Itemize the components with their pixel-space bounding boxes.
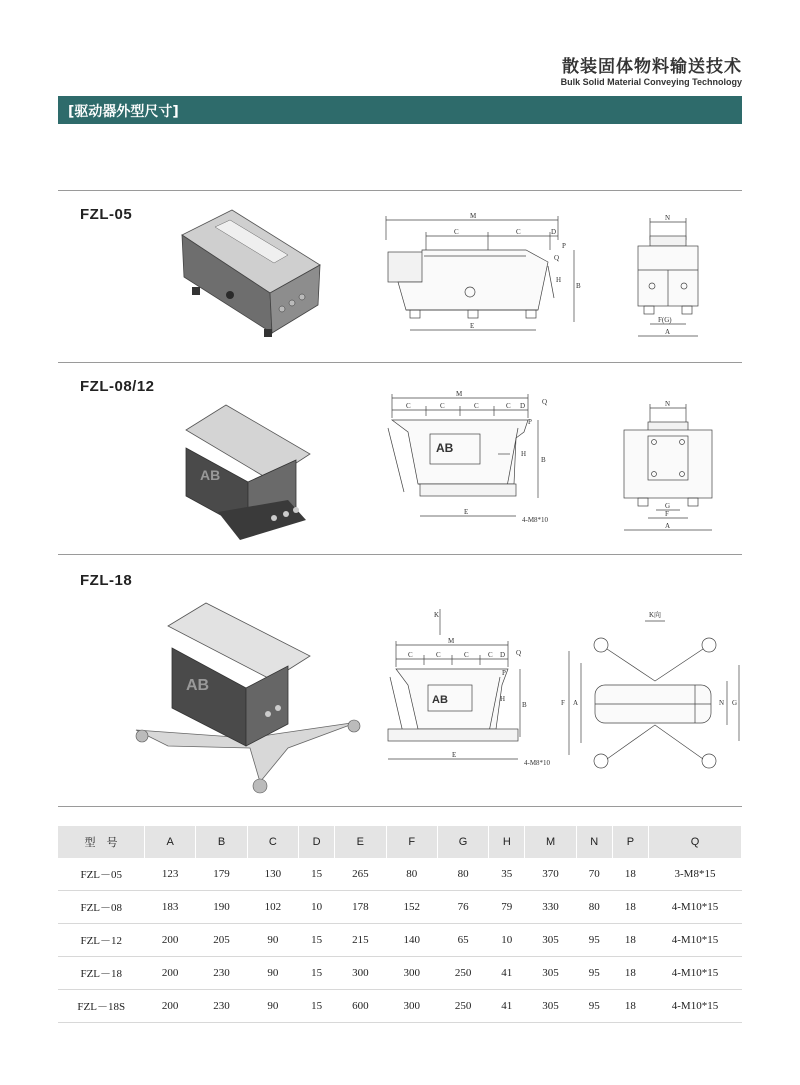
dim-f: F: [561, 699, 565, 707]
col-b: B: [196, 826, 247, 858]
cell: 305: [525, 957, 576, 990]
cell: 140: [386, 924, 437, 957]
cell: 200: [145, 924, 196, 957]
cell: 35: [489, 858, 525, 891]
fzl-18-side-view: [378, 605, 568, 770]
fzl-18-k-view: [555, 605, 745, 775]
dim-a: A: [665, 522, 671, 530]
cell: 4-M10*15: [649, 924, 742, 957]
cell: 4-M10*15: [649, 957, 742, 990]
dim-g: G: [732, 699, 738, 707]
cell: 80: [386, 858, 437, 891]
dim-q: Q: [542, 398, 548, 406]
cell: 130: [247, 858, 298, 891]
model-label-fzl-08-12: FZL-08/12: [80, 378, 155, 395]
dim-c: C: [454, 228, 459, 236]
cell: 90: [247, 957, 298, 990]
col-d: D: [299, 826, 335, 858]
dim-h: H: [500, 695, 506, 703]
table-row: [58, 858, 742, 891]
dim-fg: F(G): [658, 316, 672, 324]
dim-p: P: [528, 418, 532, 426]
cell: 95: [576, 957, 612, 990]
col-h: H: [489, 826, 525, 858]
col-q: Q: [649, 826, 742, 858]
cell: 18: [612, 924, 648, 957]
col-f: F: [386, 826, 437, 858]
dim-c: C: [488, 651, 493, 659]
dim-d: D: [500, 651, 506, 659]
cell: 4-M10*15: [649, 891, 742, 924]
dim-e: E: [464, 508, 469, 516]
divider: [58, 806, 742, 807]
fzl-08-12-end-view: [618, 398, 718, 538]
cell: 70: [576, 858, 612, 891]
dim-h: H: [521, 450, 527, 458]
cell: 102: [247, 891, 298, 924]
col-m: M: [525, 826, 576, 858]
fzl-05-end-view: [628, 212, 713, 342]
table-row: [58, 891, 742, 924]
model-label-fzl-05: FZL-05: [80, 206, 133, 223]
dim-h: H: [556, 276, 562, 284]
divider: [58, 190, 742, 191]
cell: 123: [145, 858, 196, 891]
dim-c: C: [408, 651, 413, 659]
dim-c: C: [436, 651, 441, 659]
cell: FZL－05: [58, 858, 145, 891]
dim-q: Q: [516, 649, 522, 657]
cell: 18: [612, 990, 648, 1023]
cell: 183: [145, 891, 196, 924]
cell: 179: [196, 858, 247, 891]
col-model: 型 号: [58, 826, 145, 858]
cell: 200: [145, 957, 196, 990]
fzl-08-12-side-view: [378, 388, 568, 538]
cell: 10: [489, 924, 525, 957]
dim-g: G: [665, 502, 671, 510]
cell: 600: [335, 990, 386, 1023]
dim-d: D: [551, 228, 557, 236]
dim-b: B: [541, 456, 546, 464]
cell: 4-M10*15: [649, 990, 742, 1023]
model-label-fzl-18: FZL-18: [80, 572, 133, 589]
brand-title-en: Bulk Solid Material Conveying Technology: [560, 77, 742, 87]
dim-a: A: [573, 699, 579, 707]
cell: 65: [437, 924, 488, 957]
cell: 80: [437, 858, 488, 891]
cell: 90: [247, 924, 298, 957]
cell: 15: [299, 924, 335, 957]
cell: 178: [335, 891, 386, 924]
cell: 152: [386, 891, 437, 924]
dim-b: B: [576, 282, 581, 290]
dim-c: C: [440, 402, 445, 410]
cell: 3-M8*15: [649, 858, 742, 891]
fzl-05-side-view: [378, 210, 593, 342]
table-header-row: [58, 826, 742, 858]
dim-m: M: [456, 390, 463, 398]
dim-p: P: [562, 242, 566, 250]
fzl-18-render: [128, 598, 368, 803]
cell: 200: [145, 990, 196, 1023]
col-n: N: [576, 826, 612, 858]
cell: 305: [525, 924, 576, 957]
svg-text:AB: AB: [186, 677, 210, 694]
cell: 300: [386, 990, 437, 1023]
svg-text:AB: AB: [200, 467, 221, 483]
table-row: [58, 957, 742, 990]
cell: 18: [612, 858, 648, 891]
dim-m: M: [448, 637, 455, 645]
cell: 190: [196, 891, 247, 924]
dim-bolt: 4-M8*10: [522, 516, 549, 524]
cell: 250: [437, 957, 488, 990]
cell: 250: [437, 990, 488, 1023]
dim-e: E: [470, 322, 475, 330]
section-title: [驱动器外型尺寸]: [68, 104, 179, 120]
dim-f: F: [665, 510, 669, 518]
cell: 80: [576, 891, 612, 924]
cell: 15: [299, 858, 335, 891]
dim-e: E: [452, 751, 457, 759]
fzl-05-render: [170, 205, 330, 345]
dim-c: C: [516, 228, 521, 236]
cell: 90: [247, 990, 298, 1023]
dim-n: N: [719, 699, 725, 707]
dim-q: Q: [554, 254, 560, 262]
cell: 41: [489, 990, 525, 1023]
cell: 15: [299, 957, 335, 990]
svg-text:AB: AB: [436, 441, 454, 455]
table-row: [58, 924, 742, 957]
cell: FZL－08: [58, 891, 145, 924]
col-c: C: [247, 826, 298, 858]
divider: [58, 362, 742, 363]
cell: 330: [525, 891, 576, 924]
dim-bolt: 4-M8*10: [524, 759, 551, 767]
cell: FZL－12: [58, 924, 145, 957]
cell: 205: [196, 924, 247, 957]
cell: 230: [196, 990, 247, 1023]
dim-c: C: [406, 402, 411, 410]
dim-d: D: [520, 402, 526, 410]
cell: 18: [612, 957, 648, 990]
cell: 300: [386, 957, 437, 990]
cell: 230: [196, 957, 247, 990]
cell: 215: [335, 924, 386, 957]
cell: 305: [525, 990, 576, 1023]
col-e: E: [335, 826, 386, 858]
dim-c: C: [474, 402, 479, 410]
dim-p: P: [502, 669, 506, 677]
cell: 370: [525, 858, 576, 891]
dim-m: M: [470, 212, 477, 220]
dim-n: N: [665, 214, 671, 222]
dim-c: C: [464, 651, 469, 659]
dim-b: B: [522, 701, 527, 709]
cell: 15: [299, 990, 335, 1023]
col-p: P: [612, 826, 648, 858]
cell: 76: [437, 891, 488, 924]
table-row: [58, 990, 742, 1023]
dim-c: C: [506, 402, 511, 410]
brand-title-cn: 散装固体物料输送技术: [562, 57, 742, 77]
cell: 41: [489, 957, 525, 990]
cell: 10: [299, 891, 335, 924]
cell: 95: [576, 990, 612, 1023]
svg-text:AB: AB: [432, 694, 448, 706]
divider: [58, 554, 742, 555]
dim-n: N: [665, 400, 671, 408]
cell: 79: [489, 891, 525, 924]
k-view-label: K向: [649, 611, 662, 619]
cell: FZL－18: [58, 957, 145, 990]
dim-k: K: [434, 611, 440, 619]
col-a: A: [145, 826, 196, 858]
dimension-table: [58, 826, 742, 1023]
col-g: G: [437, 826, 488, 858]
dim-a: A: [665, 328, 671, 336]
cell: 300: [335, 957, 386, 990]
cell: 18: [612, 891, 648, 924]
cell: FZL－18S: [58, 990, 145, 1023]
cell: 265: [335, 858, 386, 891]
fzl-08-12-render: [178, 400, 318, 550]
cell: 95: [576, 924, 612, 957]
section-banner: [58, 96, 742, 124]
